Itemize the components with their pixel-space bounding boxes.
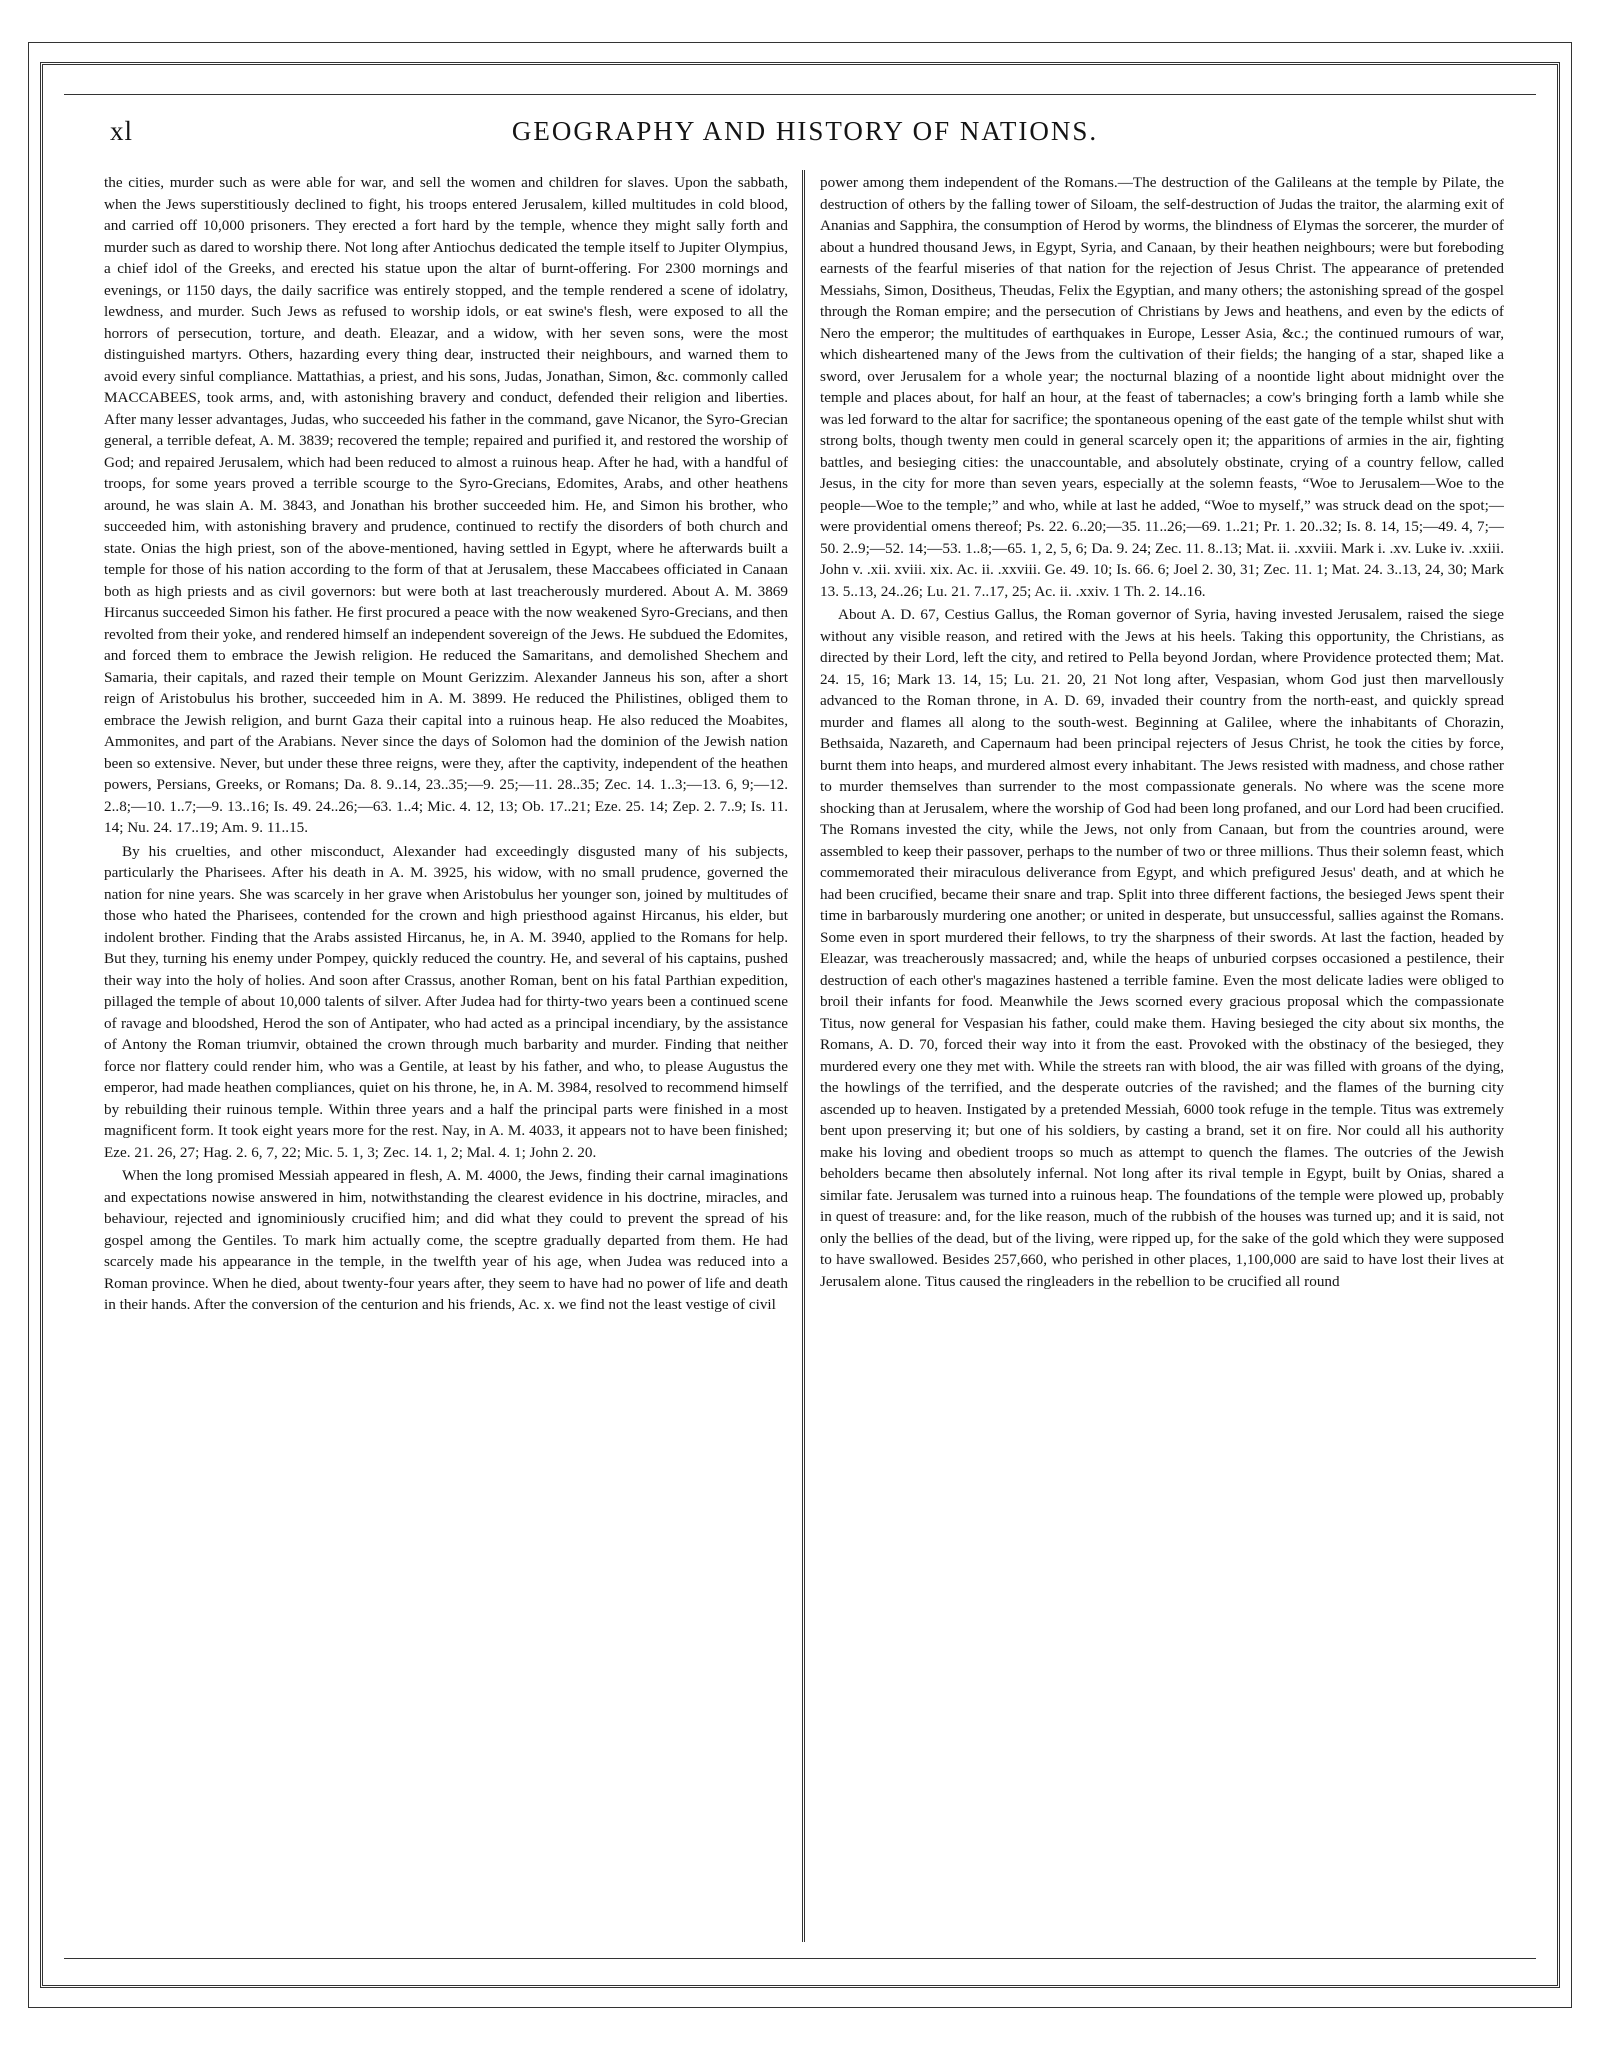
left-column — [104, 172, 788, 1944]
left-paragraph-2: By his cruelties, and other misconduct, Alexander had exceedingly disgusted many of his subjects, particularly the Pharisees. After his death in A. M. 3925, his widow, with no small prudence, governed the nation for nine years. She was scarcely in her grave when Aristobulus her younger son, joined by multitudes of those who hated the Pharisees, contended for the crown and high priesthood against Hircanus, his elder, but indolent brother. Finding that the Arabs assisted Hircanus, he, in A. M. 3940, applied to the Romans for help. But they, turning his enemy under Pompey, quickly reduced the country. He, and several of his captains, pushed their way into the holy of holies. And soon after Crassus, another Roman, bent on his fatal Parthian expedition, pillaged the temple of about 10,000 talents of silver. After Judea had for thirty-two years been a continued scene of ravage and bloodshed, Herod the son of Antipater, who had acted as a principal incendiary, by the assistance of Antony the Roman triumvir, obtained the crown through much barbarity and murder. Finding that neither force nor flattery could render him, who was a Gentile, at least by his father, and who, to please Augustus the emperor, had made heathen compliances, quiet on his throne, he, in A. M. 3984, resolved to recommend himself by rebuilding their ruinous temple. Within three years and a half the principal parts were finished in a most magnificent form. It took eight years more for the rest. Nay, in A. M. 4033, it appears not to have been finished; Eze. 21. 26, 27; Hag. 2. 6, 7, 22; Mic. 5. 1, 3; Zec. 14. 1, 2; Mal. 4. 1; John 2. 20. — [104, 842, 788, 1161]
page-header — [110, 116, 1500, 160]
page-number: xl — [110, 116, 134, 146]
left-paragraph-1: the cities, murder such as were able for war, and sell the women and children for slaves. Upon the sabbath, when the Jews superstitiously declined to fight, his troops entered Jerusalem, killed multitudes in cold blood, and carried off 10,000 prisoners. They erected a fort hard by the temple, whence they might sally forth and murder such as dared to worship there. Not long after Antiochus dedicated the temple itself to Jupiter Olympius, a chief idol of the Greeks, and erected his statue upon the altar of burnt-offering. For 2300 mornings and evenings, or 1150 days, the daily sacrifice was entirely stopped, and the temple rendered a scene of idolatry, lewdness, and murder. Such Jews as refused to worship idols, or eat swine's flesh, were exposed to all the horrors of persecution, torture, and death. Eleazar, and a widow, with her seven sons, were the most distinguished martyrs. Others, hazarding every thing dear, instructed their neighbours, and warned them to avoid every sinful compliance. Mattathias, a priest, and his sons, Judas, Jonathan, Simon, &c. commonly called MACCABEES, took arms, and, with astonishing bravery and conduct, defended their religion and liberties. After many lesser advantages, Judas, who succeeded his father in the command, gave Nicanor, the Syro-Grecian general, a terrible defeat, A. M. 3839; recovered the temple; repaired and purified it, and restored the worship of God; and repaired Jerusalem, which had been reduced to almost a ruinous heap. After he had, with a handful of troops, for some years proved a terrible scourge to the Syro-Grecians, Edomites, Arabs, and other heathens around, he was slain A. M. 3843, and Jonathan his brother succeeded him. He, and Simon his brother, who succeeded him, with astonishing bravery and prudence, continued to rectify the disorders of both church and state. Onias the high priest, son of the above-mentioned, having settled in Egypt, where he afterwards built a temple for those of his nation according to the form of that at Jerusalem, these Maccabees officiated in Canaan both as high priests and as civil governors: but were both at last treacherously murdered. About A. M. 3869 Hircanus succeeded Simon his father. He first procured a peace with the now weakened Syro-Grecians, and then revolted from their yoke, and rendered himself an independent sovereign of the Jews. He subdued the Edomites, and forced them to embrace the Jewish religion. He reduced the Samaritans, and demolished Shechem and Samaria, their capitals, and razed their temple on Mount Gerizzim. Alexander Janneus his son, after a short reign of Aristobulus his brother, succeeded him in A. M. 3899. He reduced the Philistines, obliged them to embrace the Jewish religion, and burnt Gaza their capital into a ruinous heap. He also reduced the Moabites, Ammonites, and part of the Arabians. Never since the days of Solomon had the dominion of the Jewish nation been so extensive. Never, but under these three reigns, were they, after the captivity, independent of the heathen powers, Persians, Greeks, or Romans; Da. 8. 9..14, 23..35;—9. 25;—11. 28..35; Zec. 14. 1..3;—13. 6, 9;—12. 2..8;—10. 1..7;—9. 13..16; Is. 49. 24..26;—63. 1..4; Mic. 4. 12, 13; Ob. 17..21; Eze. 25. 14; Zep. 2. 7..9; Is. 11. 14; Nu. 24. 17..19; Am. 9. 11..15. — [104, 174, 788, 836]
bottom-rule — [64, 1958, 1536, 1959]
left-paragraph-3: When the long promised Messiah appeared in flesh, A. M. 4000, the Jews, finding their carnal imaginations and expectations nowise answered in him, notwithstanding the clearest evidence in his doctrine, miracles, and behaviour, rejected and ignominiously crucified him; and did what they could to prevent the spread of his gospel among the Gentiles. To mark him actually come, the sceptre gradually departed from them. He had scarcely made his appearance in the temple, in the twelfth year of his age, when Judea was reduced into a Roman province. When he died, about twenty-four years after, they seem to have had no power of life and death in their hands. After the conversion of the centurion and his friends, Ac. x. we find not the least vestige of civil — [104, 1167, 788, 1313]
running-title: GEOGRAPHY AND HISTORY OF NATIONS. — [511, 116, 1099, 146]
top-rule — [64, 94, 1536, 95]
right-paragraph-2: About A. D. 67, Cestius Gallus, the Roman governor of Syria, having invested Jerusalem, raised the siege without any visible reason, and retired with the Jews at his heels. Taking this opportunity, the Christians, as directed by their Lord, left the city, and retired to Pella beyond Jordan, where Providence protected them; Mat. 24. 15, 16; Mark 13. 14, 15; Lu. 21. 20, 21 Not long after, Vespasian, whom God just then marvellously advanced to the Roman throne, in A. D. 69, invaded their country from the north-east, and quickly spread murder and flames all along to the south-west. Beginning at Galilee, where the inhabitants of Chorazin, Bethsaida, Nazareth, and Capernaum had been principal rejecters of Jesus Christ, he took the cities by force, burnt them into heaps, and murdered almost every inhabitant. The Jews resisted with madness, and chose rather to murder themselves than surrender to the most compassionate generals. No where was the scene more shocking than at Jerusalem, where the worship of God had been long profaned, and our Lord had been crucified. The Romans invested the city, while the Jews, not only from Canaan, but from the countries around, were assembled to keep their passover, perhaps to the number of two or three millions. Thus their solemn feast, which commemorated their miraculous deliverance from Egypt, and which prefigured Jesus' death, and at which he had been crucified, became their snare and trap. Split into three different factions, the besieged Jews spent their time in barbarously murdering one another; or united in desperate, but unsuccessful, sallies against the Romans. Some even in sport murdered their fellows, to try the sharpness of their swords. At last the faction, headed by Eleazar, was treacherously massacred; and, while the heaps of unburied corpses occasioned a pestilence, their destruction of each other's magazines hastened a terrible famine. Even the most delicate ladies were obliged to broil their infants for food. Meanwhile the Jews scorned every gracious proposal which the compassionate Titus, now general for Vespasian his father, could make them. Having besieged the city about six months, the Romans, A. D. 70, forced their way into it from the east. Provoked with the obstinacy of the besieged, they murdered every one they met with. While the streets ran with blood, the air was filled with groans of the dying, the howlings of the terrified, and the desperate outcries of the ravished; and the flames of the burning city ascended up to heaven. Instigated by a pretended Messiah, 6000 took refuge in the temple. Titus was extremely bent upon preserving it; but one of his soldiers, by casting a brand, set it on fire. Nor could all his authority make his loving and obedient troops so much as attempt to quench the flames. The outcries of the Jewish beholders became then absolutely infernal. Not long after its rival temple in Egypt, built by Onias, shared a similar fate. Jerusalem was turned into a ruinous heap. The foundations of the temple were plowed up, probably in quest of treasure: and, for the like reason, much of the rubbish of the houses was turned up; and it is said, not only the bellies of the dead, but of the living, were ripped up, for the sake of the gold which they were supposed to have swallowed. Besides 257,660, who perished in other places, 1,100,000 are said to have lost their lives at Jerusalem alone. Titus caused the ringleaders in the rebellion to be crucified all round — [820, 606, 1504, 1290]
right-paragraph-1: power among them independent of the Romans.—The destruction of the Galileans at the temple by Pilate, the destruction of others by the falling tower of Siloam, the self-destruction of Judas the traitor, the alarming exit of Ananias and Sapphira, the consumption of Herod by worms, the blindness of Elymas the sorcerer, the murder of about a hundred thousand Jews, in Egypt, Syria, and Canaan, by their heathen neighbours; were but foreboding earnests of the fearful miseries of that nation for the rejection of Jesus Christ. The appearance of pretended Messiahs, Simon, Dositheus, Theudas, Felix the Egyptian, and many others; the astonishing spread of the gospel through the Roman empire; and the persecution of Christians by Jews and heathens, and even by the edicts of Nero the emperor; the multitudes of earthquakes in Europe, Lesser Asia, &c.; the continued rumours of war, which disheartened many of the Jews from the cultivation of their fields; the hanging of a star, shaped like a sword, over Jerusalem for a whole year; the nocturnal blazing of a noontide light about midnight over the temple and places about, for half an hour, at the feast of tabernacles; a cow's bringing forth a lamb while she was led forward to the altar for sacrifice; the spontaneous opening of the east gate of the temple whilst shut with strong bolts, though twenty men could in general scarcely open it; the apparitions of armies in the air, fighting battles, and besieging cities: the unaccountable, and absolutely obstinate, crying of a country fellow, called Jesus, in the city for more than seven years, especially at the solemn feasts, “Woe to Jerusalem—Woe to the people—Woe to the temple;” and who, while at last he added, “Woe to myself,” was struck dead on the spot;—were providential omens thereof; Ps. 22. 6..20;—35. 11..26;—69. 1..21; Pr. 1. 20..32; Is. 8. 14, 15;—49. 4, 7;—50. 2..9;—52. 14;—53. 1..8;—65. 1, 2, 5, 6; Da. 9. 24; Zec. 11. 8..13; Mat. ii. .xxviii. Mark i. .xv. Luke iv. .xxiii. John v. .xii. xviii. xix. Ac. ii. .xxviii. Ge. 49. 10; Is. 66. 6; Joel 2. 30, 31; Zec. 11. 1; Mat. 24. 3..13, 24, 30; Mark 13. 5..13, 24..26; Lu. 21. 7..17, 25; Ac. ii. .xxiv. 1 Th. 2. 14..16. — [820, 174, 1504, 600]
right-column — [820, 172, 1504, 1944]
column-divider — [802, 170, 805, 1942]
